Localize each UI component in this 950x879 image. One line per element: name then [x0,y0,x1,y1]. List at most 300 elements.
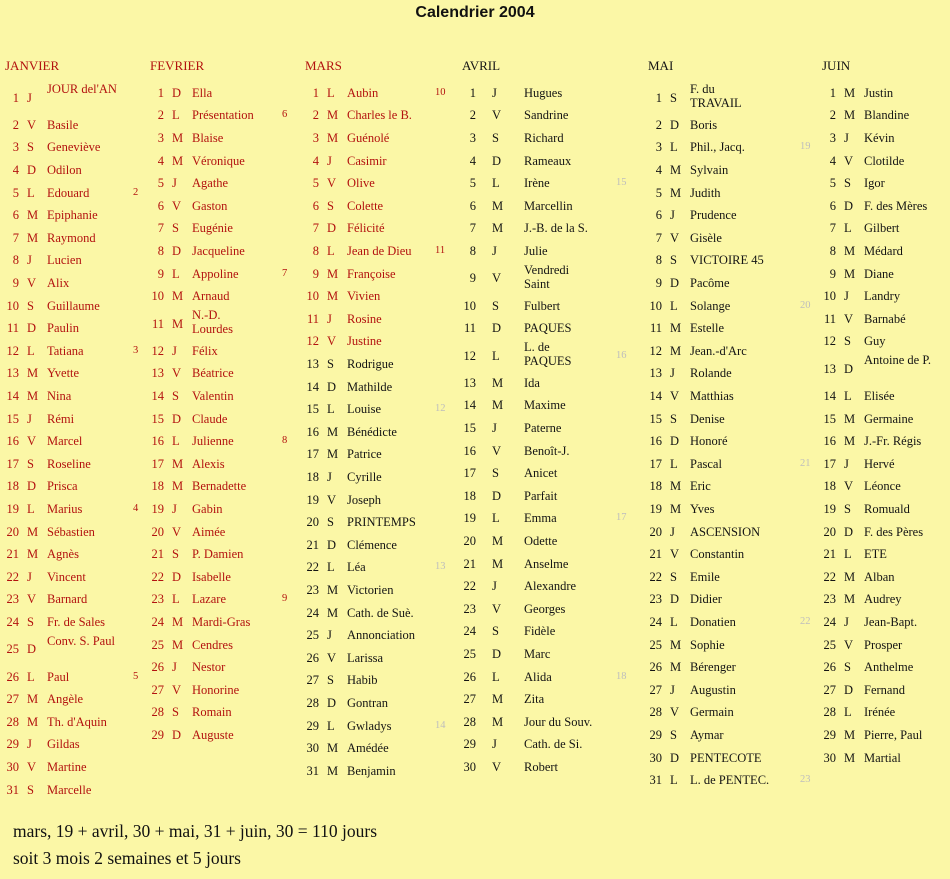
saint-name: Germaine [864,411,914,426]
day-row [462,105,616,128]
day-row [5,756,135,779]
day-number: 8 [12,253,19,268]
saint-name: Angèle [47,692,84,707]
weekday-letter: M [327,447,339,462]
saint-name: Hervé [864,456,895,471]
saint-name: Arnaud [192,289,230,304]
weekday-letter: V [492,443,502,458]
day-row [305,534,443,557]
weekday-letter: J [327,469,332,484]
saint-name: Georges [524,601,566,616]
weekday-letter: D [670,275,680,290]
weekday-letter: M [670,501,682,516]
day-number: 18 [151,479,164,494]
day-number: 6 [469,198,476,213]
day-number: 26 [6,669,19,684]
saint-name: Véronique [192,153,245,168]
day-row [305,624,443,647]
saint-name: Barnard [47,592,88,607]
saint-name: Gildas [47,737,80,752]
day-number: 22 [151,569,164,584]
saint-name: Germain [690,705,734,720]
saint-name: Blandine [864,108,910,123]
saint-name: Larissa [347,650,384,665]
saint-name: Benoît-J. [524,443,570,458]
saint-name: Marcellin [524,198,573,213]
day-row [648,204,794,227]
saint-name: Fulbert [524,298,561,313]
day-number: 12 [649,343,662,358]
saint-name: Eric [690,479,711,494]
day-row [462,127,616,150]
day-number: 21 [6,547,19,562]
saint-name: Diane [864,266,894,281]
day-row [150,498,282,521]
saint-name: Rolande [690,366,732,381]
day-row [5,272,135,295]
day-number: 26 [823,660,836,675]
weekday-letter: S [670,411,677,426]
day-number: 16 [649,434,662,449]
day-row [648,747,794,770]
saint-name: Solange [690,298,731,313]
saint-name: Fidèle [524,624,556,639]
day-number: 19 [306,492,319,507]
day-number: 6 [655,208,662,223]
day-number: 5 [12,185,19,200]
saint-name: Sophie [690,637,725,652]
day-number: 11 [306,311,319,326]
weekday-letter: M [844,85,856,100]
day-row [648,611,811,634]
day-row [462,417,616,440]
day-row [462,756,616,779]
day-number: 4 [12,162,19,177]
saint-name: Gisèle [690,230,722,245]
day-row [150,218,282,241]
day-row [648,272,794,295]
day-row [822,521,950,544]
weekday-letter: M [844,592,856,607]
day-number: 11 [6,321,19,336]
day-row [822,408,950,431]
weekday-letter: S [844,176,851,191]
saint-name: Yves [690,501,715,516]
day-number: 12 [6,343,19,358]
day-row [822,150,950,173]
saint-name: Guénolé [347,130,390,145]
week-number: 15 [616,177,627,189]
month-header: AVRIL [462,58,501,73]
day-row [648,137,811,160]
month-header: FEVRIER [150,58,205,73]
day-row [150,385,282,408]
day-number: 26 [649,660,662,675]
weekday-letter: V [327,650,337,665]
day-row [305,421,443,444]
saint-name: Aimée [192,524,226,539]
day-number: 29 [6,737,19,752]
day-number: 9 [829,266,836,281]
weekday-letter: S [492,466,499,481]
day-row [305,466,443,489]
saint-name: P. Damien [192,547,244,562]
weekday-letter: V [27,434,37,449]
day-row [822,611,950,634]
day-number: 26 [151,660,164,675]
day-row [150,363,282,386]
weekday-letter: L [670,456,678,471]
saint-name: Barnabé [864,311,906,326]
weekday-letter: D [27,162,37,177]
day-row [305,670,443,693]
saint-name: Matthias [690,388,734,403]
weekday-letter: M [172,289,184,304]
saint-name: Ella [192,85,213,100]
weekday-letter: J [172,176,177,191]
day-row [822,218,950,241]
day-number: 29 [649,727,662,742]
day-number: 17 [823,456,836,471]
day-number: 23 [6,592,19,607]
saint-name: Marc [524,646,551,661]
day-row [5,666,139,689]
week-number: 9 [282,593,288,605]
weekday-letter: V [670,705,680,720]
saint-name: Charles le B. [347,108,412,123]
saint-name: Anicet [524,466,558,481]
weekday-letter: L [670,614,678,629]
saint-name: Gwladys [347,718,392,733]
day-row [150,82,282,105]
day-number: 24 [306,605,319,620]
day-number: 15 [6,411,19,426]
saint-name: Eugénie [192,221,233,236]
day-number: 9 [312,266,319,281]
day-row [150,430,288,453]
day-row [462,82,616,105]
day-number: 9 [157,266,164,281]
weekday-letter: V [844,153,854,168]
day-row [150,195,282,218]
saint-name: Appoline [192,266,239,281]
day-row [5,137,135,160]
day-number: 20 [823,524,836,539]
weekday-letter: V [327,492,337,507]
day-row [648,250,794,273]
day-number: 22 [6,569,19,584]
weekday-letter: L [27,185,35,200]
saint-name: Anselme [524,556,569,571]
day-row [5,82,135,114]
weekday-letter: S [327,673,334,688]
weekday-letter: M [27,714,39,729]
week-number: 23 [800,774,811,786]
weekday-letter: J [670,524,675,539]
saint-name: Kévin [864,130,895,145]
day-number: 3 [469,130,476,145]
day-row [648,769,811,792]
saint-name: Claude [192,411,228,426]
weekday-letter: V [844,311,854,326]
weekday-letter: M [27,692,39,707]
weekday-letter: D [492,153,502,168]
weekday-letter: J [670,208,675,223]
weekday-letter: D [27,642,37,657]
day-row [462,440,616,463]
saint-name: Raymond [47,230,96,245]
day-row [648,385,794,408]
week-number: 20 [800,299,811,311]
saint-name: Geneviève [47,140,101,155]
day-number: 6 [157,198,164,213]
day-row [5,476,135,499]
saint-name: Zita [524,692,545,707]
saint-name: Anthelme [864,660,914,675]
weekday-letter: M [492,221,504,236]
saint-name: Elisée [864,388,895,403]
day-number: 2 [312,108,319,123]
weekday-letter: L [844,221,852,236]
saint-name: Emile [690,569,720,584]
saint-name: JOUR del'AN [47,82,117,96]
day-row [462,195,616,218]
weekday-letter: J [492,85,497,100]
saint-name: L. de PENTEC. [690,773,770,788]
weekday-letter: M [172,614,184,629]
saint-name: Roseline [47,456,91,471]
saint-name: Jacqueline [192,243,245,258]
saint-name: Cendres [192,637,233,652]
day-row [5,204,135,227]
saint-name: Martine [47,759,87,774]
day-row [648,82,794,114]
day-number: 13 [463,375,476,390]
day-row [462,508,627,531]
day-number: 23 [463,601,476,616]
weekday-letter: M [492,714,504,729]
weekday-letter: D [327,695,337,710]
weekday-letter: L [27,501,35,516]
saint-name: PENTECOTE [690,750,762,765]
day-row [305,82,446,105]
weekday-letter: S [670,569,677,584]
day-number: 19 [151,501,164,516]
week-number: 7 [282,267,288,279]
day-number: 25 [649,637,662,652]
saint-name: N.-D. Lourdes [192,308,233,336]
weekday-letter: D [670,750,680,765]
day-row [822,127,950,150]
weekday-letter: V [492,601,502,616]
day-number: 8 [829,243,836,258]
day-row [648,566,794,589]
day-row [822,498,950,521]
week-number: 19 [800,141,811,153]
saint-name: Boris [690,117,718,132]
saint-name: Colette [347,198,384,213]
weekday-letter: M [327,582,339,597]
weekday-letter: J [327,628,332,643]
day-row [462,317,616,340]
saint-name: Félix [192,343,218,358]
weekday-letter: L [492,511,500,526]
weekday-letter: V [172,682,182,697]
weekday-letter: V [27,117,37,132]
saint-name: Basile [47,117,79,132]
day-number: 27 [463,692,476,707]
weekday-letter: L [844,705,852,720]
day-row [305,127,443,150]
day-number: 5 [469,176,476,191]
saint-name: VICTOIRE 45 [690,253,764,268]
day-number: 10 [823,289,836,304]
day-row [822,331,950,354]
day-number: 21 [306,537,319,552]
day-number: 30 [823,750,836,765]
footer-note [13,818,377,872]
week-number: 6 [282,109,288,121]
day-number: 22 [649,569,662,584]
day-row [5,566,135,589]
weekday-letter: D [492,488,502,503]
saint-name: Pacôme [690,275,730,290]
day-row [150,611,282,634]
day-row [305,760,443,783]
day-row [648,476,794,499]
saint-name: Agnès [47,547,79,562]
weekday-letter: V [27,592,37,607]
day-number: 13 [151,366,164,381]
week-number: 22 [800,615,811,627]
saint-name: Jean de Dieu [347,243,412,258]
day-number: 28 [823,705,836,720]
day-number: 1 [312,85,319,100]
weekday-letter: J [27,253,32,268]
weekday-letter: M [172,153,184,168]
weekday-letter: S [27,614,34,629]
day-row [462,575,616,598]
weekday-letter: D [492,646,502,661]
day-number: 1 [655,90,662,105]
day-number: 13 [6,366,19,381]
saint-name: Romain [192,705,232,720]
footer-line-2: soit 3 mois 2 semaines et 5 jours [13,848,241,868]
day-number: 6 [312,198,319,213]
saint-name: Fernand [864,682,905,697]
day-row [648,679,794,702]
saint-name: Marius [47,501,83,516]
saint-name: Parfait [524,488,558,503]
saint-name: PRINTEMPS [347,515,416,530]
week-number: 16 [616,349,627,361]
saint-name: Conv. S. Paul [47,633,115,648]
day-number: 2 [157,108,164,123]
saint-name: L. de PAQUES [524,340,572,368]
saint-name: Mathilde [347,379,393,394]
day-row [462,218,616,241]
day-number: 20 [6,524,19,539]
weekday-letter: D [172,85,182,100]
day-number: 27 [6,692,19,707]
weekday-letter: D [492,321,502,336]
day-row [5,498,139,521]
weekday-letter: L [172,592,180,607]
day-row [305,489,443,512]
weekday-letter: M [327,763,339,778]
saint-name: Yvette [47,366,80,381]
saint-name: Augustin [690,682,736,697]
saint-name: Guillaume [47,298,100,313]
day-number: 6 [829,198,836,213]
saint-name: Bénédicte [347,424,397,439]
day-row [150,340,282,363]
saint-name: Rameaux [524,153,572,168]
day-number: 14 [306,379,319,394]
saint-name: Prosper [864,637,903,652]
weekday-letter: M [492,556,504,571]
day-row [5,453,135,476]
weekday-letter: J [670,366,675,381]
day-number: 14 [823,388,836,403]
weekday-letter: M [492,533,504,548]
day-row [462,150,616,173]
saint-name: Guy [864,334,886,349]
day-number: 24 [463,624,476,639]
weekday-letter: D [670,592,680,607]
saint-name: Honoré [690,434,728,449]
weekday-letter: D [172,243,182,258]
day-row [462,462,616,485]
day-row [462,372,616,395]
day-row [305,308,443,331]
saint-name: Lucien [47,253,82,268]
day-row [648,340,794,363]
footer-line-1: mars, 19 + avril, 30 + mai, 31 + juin, 30 = 110 jours [13,821,378,841]
day-row [822,566,950,589]
weekday-letter: M [670,637,682,652]
saint-name: Estelle [690,321,725,336]
day-number: 11 [823,311,836,326]
day-number: 14 [6,388,19,403]
weekday-letter: L [327,560,335,575]
day-number: 23 [151,592,164,607]
day-row [5,734,135,757]
saint-name: Ida [524,375,540,390]
weekday-letter: J [172,343,177,358]
saint-name: Maxime [524,398,566,413]
day-number: 12 [306,334,319,349]
day-number: 2 [655,117,662,132]
day-number: 13 [306,356,319,371]
day-row [150,285,282,308]
saint-name: F. des Mères [864,198,928,213]
weekday-letter: M [327,130,339,145]
saint-name: F. du TRAVAIL [690,82,742,110]
day-number: 7 [655,230,662,245]
day-number: 24 [151,614,164,629]
day-row [648,317,794,340]
day-number: 11 [649,321,662,336]
saint-name: Casimir [347,153,387,168]
day-row [462,172,627,195]
day-number: 27 [151,682,164,697]
day-number: 28 [306,695,319,710]
month-header: JANVIER [5,58,60,73]
day-row [648,656,794,679]
saint-name: Gilbert [864,221,900,236]
weekday-letter: S [670,90,677,105]
